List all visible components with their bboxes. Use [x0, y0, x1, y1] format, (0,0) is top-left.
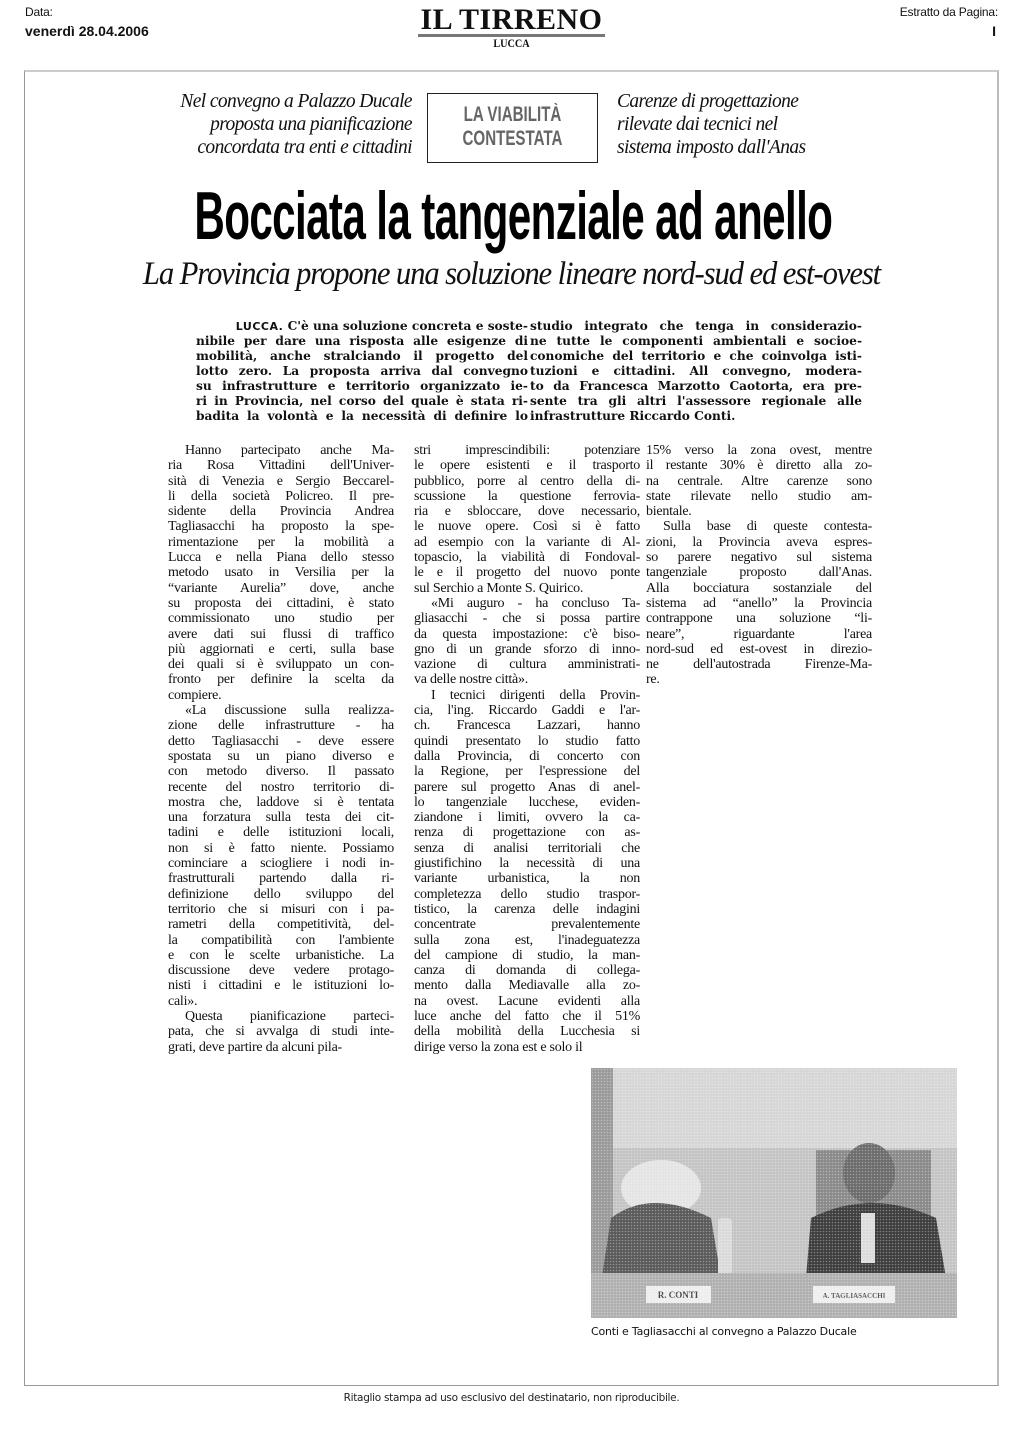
- kicker-line: concordata tra enti e cittadini: [197, 137, 412, 158]
- text-line: ziandone i limiti, ovvero la ca-: [414, 810, 640, 826]
- text-line: topascio, la viabilità di Fondoval-: [414, 550, 640, 566]
- text-line: scussione la questione ferrovia-: [414, 488, 640, 504]
- halftone-overlay: [591, 1068, 957, 1318]
- section-label-line: CONTESTATA: [462, 127, 563, 150]
- text-line: nord-sud ed est-ovest in direzio-: [646, 641, 872, 657]
- text-line: sistema ad “anello” la Provincia: [646, 595, 872, 611]
- text-line: più aggiornati e certi, sulla base: [168, 641, 394, 657]
- kicker-line: Carenze di progettazione: [617, 91, 799, 112]
- text-line: recente del nostro territorio di-: [168, 779, 394, 795]
- text-line: infrastrutture Riccardo Conti.: [530, 409, 736, 423]
- text-line: zioni, la Provincia aveva espres-: [646, 534, 872, 550]
- text-line: canza di domanda di collega-: [414, 963, 640, 979]
- text-line: Tagliasacchi ha proposto la spe-: [168, 519, 394, 535]
- text-line: 15% verso la zona ovest, mentre: [646, 443, 872, 458]
- text-line: commissionato uno studio per: [168, 611, 394, 627]
- text-line: giustifichino la necessità di una: [414, 856, 640, 872]
- text-line: lo tangenziale lucchese, eviden-: [414, 794, 640, 810]
- text-line: ne tutte le componenti ambientali e socioe-: [530, 334, 862, 348]
- text-line: Lucca e nella Piana dello stesso: [168, 550, 394, 566]
- text-line: zione delle infrastrutture - ha: [168, 718, 394, 734]
- text-line: concentrate prevalentemente: [414, 917, 640, 933]
- kicker-line: Nel convegno a Palazzo Ducale: [180, 91, 412, 112]
- text-line: completezza dello studio traspor-: [414, 886, 640, 902]
- masthead-edition: LUCCA: [493, 36, 530, 50]
- text-line: del campione di studio, la man-: [414, 947, 640, 963]
- text-line: ri in Provincia, nel corso del quale è stata ri-: [196, 394, 528, 408]
- text-line-content: C'è una soluzione concreta e soste-: [287, 319, 528, 333]
- text-line: ria Rosa Vittadini dell'Univer-: [168, 458, 394, 474]
- text-line: compiere.: [168, 687, 222, 703]
- text-line: la Regione, per l'espressione del: [414, 764, 640, 780]
- text-line: to da Francesca Marzotto Caotorta, era pre-: [530, 379, 862, 393]
- text-line: cia, l'ing. Riccardo Gaddi e l'ar-: [414, 703, 640, 719]
- page-extract-label: Estratto da Pagina:: [899, 5, 998, 19]
- kicker-right: [617, 90, 917, 159]
- body-column-3: [646, 443, 872, 688]
- text-line: va delle nostre città».: [414, 672, 528, 688]
- text-line: grati, deve partire da alcuni pila-: [168, 1039, 342, 1055]
- headline: Bocciata la tangenziale ad anello: [194, 178, 833, 254]
- text-line: [196, 319, 528, 334]
- text-line: rametri della competitività, del-: [168, 917, 394, 933]
- text-line: ad esempio con la variante di Al-: [414, 534, 640, 550]
- kicker-line: rilevate dai tecnici nel: [617, 114, 778, 135]
- photo-illustration: [591, 1068, 957, 1318]
- text-line: badita la volontà e la necessità di definire lo: [196, 409, 528, 423]
- text-line: da questa impostazione: c'è biso-: [414, 626, 640, 642]
- kicker-line: sistema imposto dall'Anas: [617, 137, 806, 158]
- text-line: sul Serchio a Monte S. Quirico.: [414, 580, 584, 596]
- text-line: rimentazione per la mobilità a: [168, 534, 394, 550]
- text-line: cominciare a sciogliere i nodi in-: [168, 856, 394, 872]
- text-line: su proposta dei cittadini, è stato: [168, 595, 394, 611]
- text-line: il restante 30% è diretto alla zo-: [646, 458, 872, 474]
- text-line: ria e sbloccare, dove necessario,: [414, 504, 640, 520]
- text-line: fronto per definire la scelta da: [168, 672, 394, 688]
- text-line: ne dell'autostrada Firenze-Ma-: [646, 657, 872, 673]
- text-line: I tecnici dirigenti della Provin-: [431, 687, 640, 703]
- text-line: Sulla base di queste contesta-: [663, 519, 872, 535]
- text-line: “variante Aurelia” dove, anche: [168, 580, 394, 596]
- text-line: mostra che, laddove si è tentata: [168, 794, 394, 810]
- text-line: su infrastrutture e territorio organizzato ie-: [196, 379, 528, 393]
- text-line: renza di progettazione con as-: [414, 825, 640, 841]
- text-line: dalla Provincia, di concerto con: [414, 748, 640, 764]
- text-line: gliasacchi - che si possa partire: [414, 611, 640, 627]
- section-label-line: LA VIABILITÀ: [463, 103, 562, 126]
- text-line: spostata su un piano diverso e: [168, 748, 394, 764]
- text-line: sente tra gli altri l'assessore regionale alle: [530, 394, 862, 408]
- date-label: Data:: [25, 5, 53, 19]
- text-line: sidente della Provincia Andrea: [168, 504, 394, 520]
- text-line: luce anche del fatto che il 51%: [414, 1008, 640, 1024]
- text-line: la compatibilità con l'ambiente: [168, 932, 394, 948]
- article-photo: [591, 1068, 957, 1318]
- text-line: mobilità, anche stralciando il progetto del: [196, 349, 528, 363]
- text-line: tistico, la carenza delle indagini: [414, 901, 640, 917]
- body-column-1: [168, 443, 394, 1055]
- text-line: avere dati sui flussi di traffico: [168, 626, 394, 642]
- text-line: ch. Francesca Lazzari, hanno: [414, 718, 640, 734]
- text-line: conomiche del territorio e che coinvolga isti-: [530, 349, 862, 363]
- text-line: tuzioni e cittadini. All convegno, modera-: [530, 364, 862, 378]
- text-line: cali».: [168, 993, 198, 1009]
- text-line: pata, che si avvalga di studi inte-: [168, 1024, 394, 1040]
- text-line: Questa pianificazione parteci-: [185, 1008, 394, 1024]
- text-line: dirige verso la zona est e solo il: [414, 1039, 583, 1055]
- text-line: parere sul progetto Anas di anel-: [414, 779, 640, 795]
- text-line: pubblico, porre al centro della di-: [414, 473, 640, 489]
- text-line: discussione deve vedere protago-: [168, 963, 394, 979]
- text-line: sità di Venezia e Sergio Beccarel-: [168, 473, 394, 489]
- subheadline: La Provincia propone una soluzione lineare nord-sud ed est-ovest: [142, 256, 881, 292]
- text-line: senza di analisi territoriali che: [414, 840, 640, 856]
- text-line: non si è fatto niente. Possiamo: [168, 840, 394, 856]
- text-line: detto Tagliasacchi - deve essere: [168, 733, 394, 749]
- text-line: e con le scelte urbanistiche. La: [168, 947, 394, 963]
- text-line: Alla bocciatura sostanziale del: [646, 580, 872, 596]
- section-label-box: [427, 93, 598, 163]
- text-line: gno di un grande sforzo di inno-: [414, 641, 640, 657]
- text-line: frastrutturali partendo dalla ri-: [168, 871, 394, 887]
- text-line: con metodo diverso. Il passato: [168, 764, 394, 780]
- text-line: re.: [646, 672, 660, 688]
- page-number: I: [992, 23, 996, 39]
- text-line: studio integrato che tenga in considerazio-: [530, 319, 862, 333]
- text-line: dei quali si è sviluppato un con-: [168, 657, 394, 673]
- text-line: tadini e delle istituzioni locali,: [168, 825, 394, 841]
- kicker-left: [130, 90, 412, 159]
- text-line: lotto zero. La proposta arriva dal convegno: [196, 364, 528, 378]
- text-line: nisti i cittadini e le istituzioni lo-: [168, 978, 394, 994]
- body-column-2: [414, 443, 640, 1055]
- kicker-line: proposta una pianificazione: [210, 114, 412, 135]
- footer-disclaimer: Ritaglio stampa ad uso esclusivo del destinatario, non riproducibile.: [343, 1392, 680, 1404]
- text-line: metodo usato in Versilia per la: [168, 565, 394, 581]
- text-line: «La discussione sulla realizza-: [185, 703, 394, 719]
- text-line: state rilevate nello studio am-: [646, 488, 872, 504]
- text-line: «Mi auguro - ha concluso Ta-: [431, 595, 640, 611]
- text-line: della mobilità della Lucchesia si: [414, 1024, 640, 1040]
- lead-paragraph-left: [196, 319, 528, 424]
- text-line: contrappone una soluzione “li-: [646, 611, 872, 627]
- text-line: le opere esistenti e il trasporto: [414, 458, 640, 474]
- text-line: quindi presentato lo studio fatto: [414, 733, 640, 749]
- text-line: tangenziale proposto dall'Anas.: [646, 565, 872, 581]
- text-line: neare”, riguardante l'area: [646, 626, 872, 642]
- text-line: mento dalla Mediavalle alla zo-: [414, 978, 640, 994]
- text-line: na centrale. Altre carenze sono: [646, 473, 872, 489]
- lead-paragraph-right: [530, 319, 862, 424]
- text-line: li della società Policreo. Il pre-: [168, 488, 394, 504]
- text-line: Hanno partecipato anche Ma-: [185, 443, 394, 458]
- text-line: vazione di cultura amministrati-: [414, 657, 640, 673]
- masthead-title: IL TIRRENO: [420, 3, 603, 36]
- text-line: le e il progetto del nuovo ponte: [414, 565, 640, 581]
- text-line: stri imprescindibili: potenziare: [414, 443, 640, 458]
- text-line: so parere negativo sul sistema: [646, 550, 872, 566]
- date-value: venerdì 28.04.2006: [25, 23, 149, 39]
- text-line: territorio che si misuri con i pa-: [168, 901, 394, 917]
- text-line: na ovest. Lacune evidenti alla: [414, 993, 640, 1009]
- text-line: definizione dello sviluppo del: [168, 886, 394, 902]
- text-line: sulla zona est, l'inadeguatezza: [414, 932, 640, 948]
- text-line: le nuove opere. Così si è fatto: [414, 519, 640, 535]
- text-line: nibile per dare una risposta alle esigenze di: [196, 334, 528, 348]
- photo-caption: Conti e Tagliasacchi al convegno a Palazzo Ducale: [591, 1325, 857, 1338]
- text-line: variante urbanistica, la non: [414, 871, 640, 887]
- newspaper-masthead: [380, 3, 643, 50]
- dateline: LUCCA.: [235, 320, 284, 333]
- text-line: bientale.: [646, 504, 692, 520]
- text-line: una forzatura sulla testa dei cit-: [168, 810, 394, 826]
